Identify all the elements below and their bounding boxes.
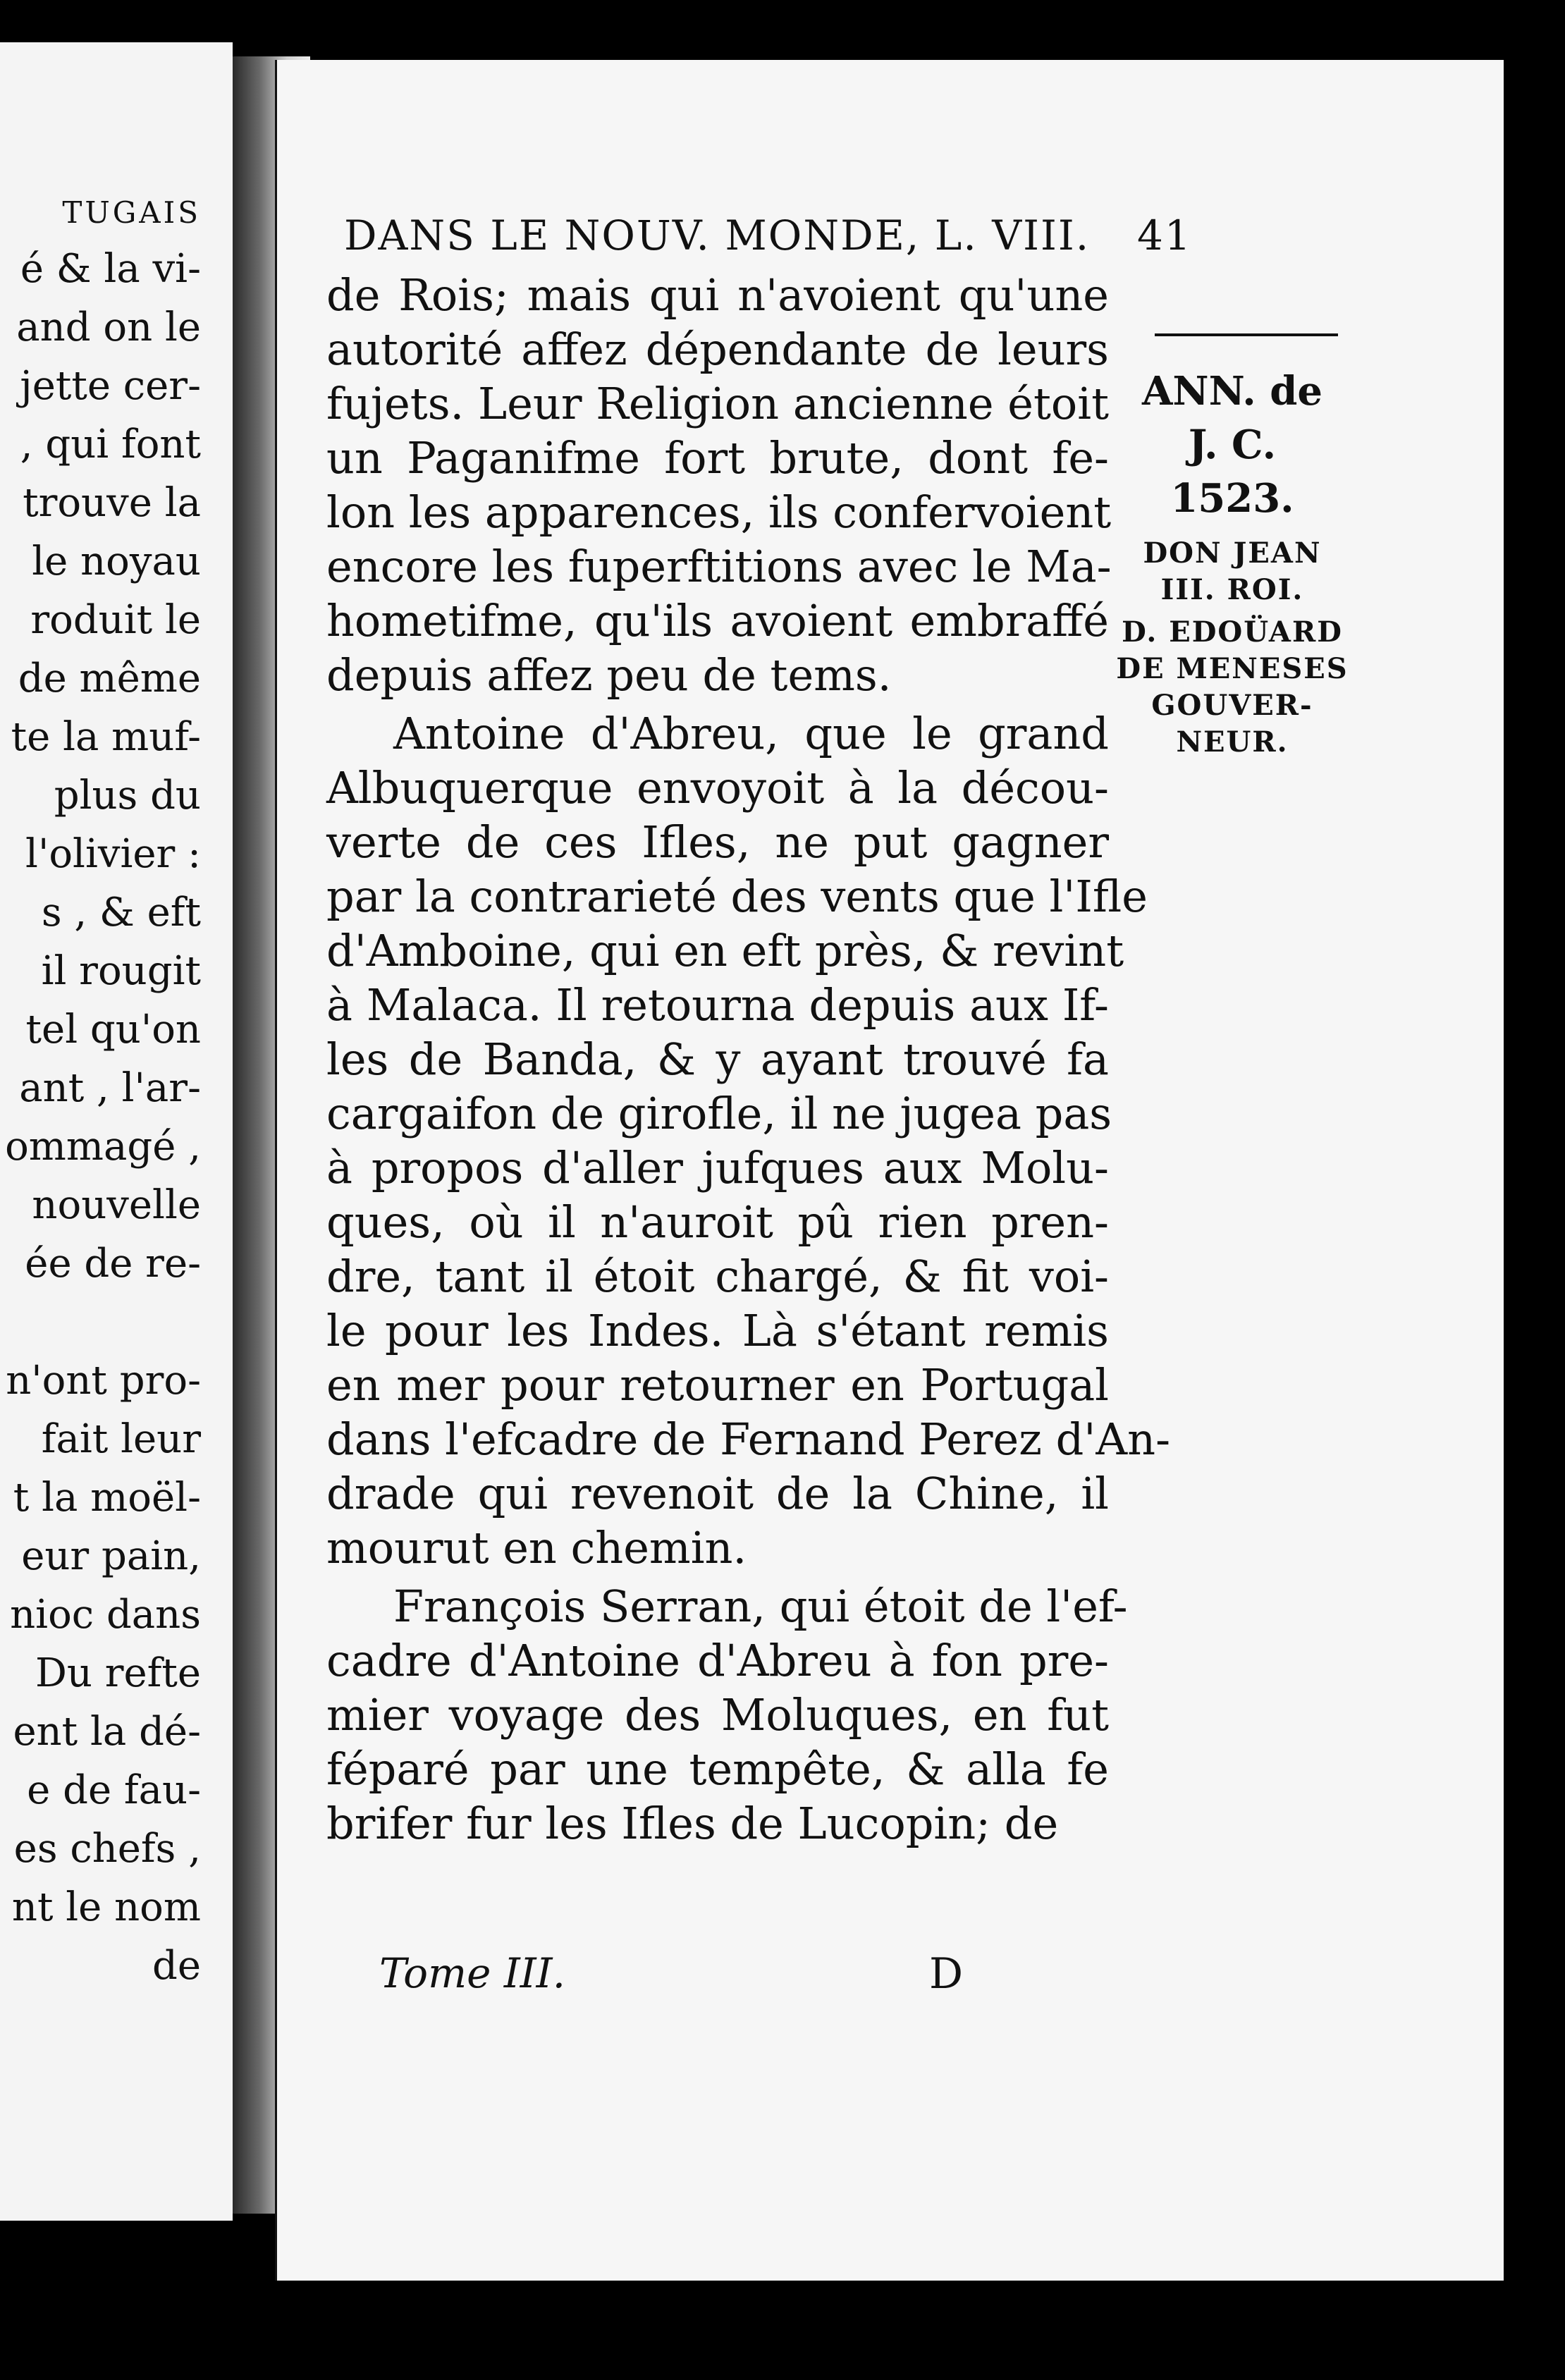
- text-line: Antoine d'Abreu, que le grand: [393, 708, 1109, 759]
- text-line: drade qui revenoit de la Chine, il: [326, 1468, 1109, 1519]
- text-line: de Rois; mais qui n'avoient qu'une: [326, 269, 1109, 321]
- previous-page-line: de même: [18, 656, 201, 701]
- previous-page-line: le noyau: [32, 539, 201, 584]
- text-line: les de Banda, & y ayant trouvé fa: [326, 1033, 1109, 1085]
- text-line: mier voyage des Moluques, en fut: [326, 1689, 1109, 1741]
- text-line: verte de ces Ifles, ne put gagner: [326, 816, 1109, 868]
- previous-page-line: s , & eft: [41, 890, 201, 936]
- text-line: François Serran, qui étoit de l'ef-: [393, 1581, 1128, 1632]
- margin-governor-line-4: NEUR.: [1176, 725, 1289, 759]
- margin-notes: [1112, 271, 1493, 761]
- margin-king-line-1: DON JEAN: [1143, 536, 1322, 570]
- text-line: à Malaca. Il retourna depuis aux If-: [326, 979, 1109, 1031]
- running-head-title: DANS LE NOUV. MONDE, L. VIII.: [344, 211, 1091, 259]
- text-line: à propos d'aller jufques aux Molu-: [326, 1142, 1109, 1194]
- previous-page-line: nioc dans: [10, 1592, 201, 1638]
- text-line: féparé par une tempête, & alla fe: [326, 1743, 1109, 1795]
- text-line: par la contrarieté des vents que l'Ifle: [326, 871, 1148, 922]
- previous-page-line: ée de re-: [25, 1241, 201, 1287]
- text-line: cadre d'Antoine d'Abreu à fon pre-: [326, 1635, 1109, 1686]
- previous-page-line: nouvelle: [32, 1182, 201, 1228]
- book-page: [275, 60, 1504, 2281]
- text-line: brifer fur les Ifles de Lucopin; de: [326, 1798, 1059, 1849]
- running-head: [344, 211, 1331, 259]
- text-line: autorité affez dépendante de leurs: [326, 324, 1109, 375]
- footer-signature: D: [929, 1949, 964, 1999]
- previous-page-line: and on le: [16, 305, 201, 350]
- previous-page-line: , qui font: [20, 422, 201, 467]
- text-line: dre, tant il étoit chargé, & fit voi-: [326, 1251, 1109, 1302]
- previous-page-text: [0, 183, 201, 1995]
- text-line: lon les apparences, ils confervoient: [326, 486, 1112, 538]
- previous-page-line: roduit le: [30, 597, 201, 643]
- text-line: encore les fuperftitions avec le Ma-: [326, 541, 1112, 592]
- text-line: mourut en chemin.: [326, 1522, 747, 1574]
- previous-page-line: t la moël-: [13, 1475, 201, 1521]
- text-line: Albuquerque envoyoit à la décou-: [326, 762, 1109, 814]
- previous-page-line: ant , l'ar-: [19, 1065, 201, 1111]
- previous-page-line: jette cer-: [20, 363, 201, 409]
- body-text: [326, 268, 1171, 1851]
- text-line: un Paganifme fort brute, dont fe-: [326, 432, 1109, 484]
- previous-page-fragment: [0, 42, 233, 2221]
- text-line: d'Amboine, qui en eft près, & revint: [326, 925, 1124, 976]
- previous-page-line: e de fau-: [27, 1767, 201, 1813]
- text-line: dans l'efcadre de Fernand Perez d'An-: [326, 1413, 1171, 1465]
- previous-page-line: il rougit: [41, 948, 201, 994]
- text-line: fujets. Leur Religion ancienne étoit: [326, 378, 1109, 429]
- footer-volume: Tome III.: [379, 1949, 566, 1997]
- previous-page-header: TUGAIS: [62, 195, 201, 230]
- previous-page-line: ommagé ,: [5, 1124, 201, 1170]
- margin-year-label: ANN. de: [1141, 368, 1323, 415]
- previous-page-line: é & la vi-: [20, 246, 201, 292]
- previous-page-line: de: [152, 1943, 201, 1989]
- previous-page-line: ent la dé-: [13, 1709, 201, 1755]
- text-line: hometifme, qu'ils avoient embraffé: [326, 595, 1109, 646]
- previous-page-line: Du refte: [35, 1650, 201, 1696]
- previous-page-line: [0, 1293, 201, 1351]
- margin-year: 1523.: [1170, 475, 1294, 522]
- margin-era: J. C.: [1188, 422, 1277, 468]
- margin-governor-line-1: D. EDOÜARD: [1122, 615, 1343, 649]
- margin-rule: [1155, 333, 1338, 336]
- previous-page-line: te la muf-: [11, 714, 201, 760]
- text-line: cargaifon de girofle, il ne jugea pas: [326, 1088, 1112, 1139]
- page-number: 41: [1137, 211, 1192, 259]
- previous-page-line: fait leur: [41, 1416, 201, 1462]
- text-line: ques, où il n'auroit pû rien pren-: [326, 1196, 1109, 1248]
- text-line: depuis affez peu de tems.: [326, 649, 892, 701]
- previous-page-line: l'olivier :: [25, 831, 201, 877]
- previous-page-line: trouve la: [23, 480, 201, 526]
- margin-governor-line-3: GOUVER-: [1151, 689, 1313, 722]
- previous-page-line: eur pain,: [21, 1533, 201, 1579]
- text-line: le pour les Indes. Là s'étant remis: [326, 1305, 1109, 1356]
- margin-king-line-2: III. ROI.: [1160, 573, 1304, 606]
- text-line: en mer pour retourner en Portugal: [326, 1359, 1109, 1411]
- previous-page-line: tel qu'on: [25, 1007, 201, 1053]
- previous-page-line: es chefs ,: [13, 1826, 201, 1872]
- margin-governor-line-2: DE MENESES: [1116, 652, 1349, 685]
- previous-page-line: plus du: [54, 773, 201, 818]
- previous-page-line: n'ont pro-: [6, 1358, 201, 1404]
- previous-page-line: nt le nom: [11, 1884, 201, 1930]
